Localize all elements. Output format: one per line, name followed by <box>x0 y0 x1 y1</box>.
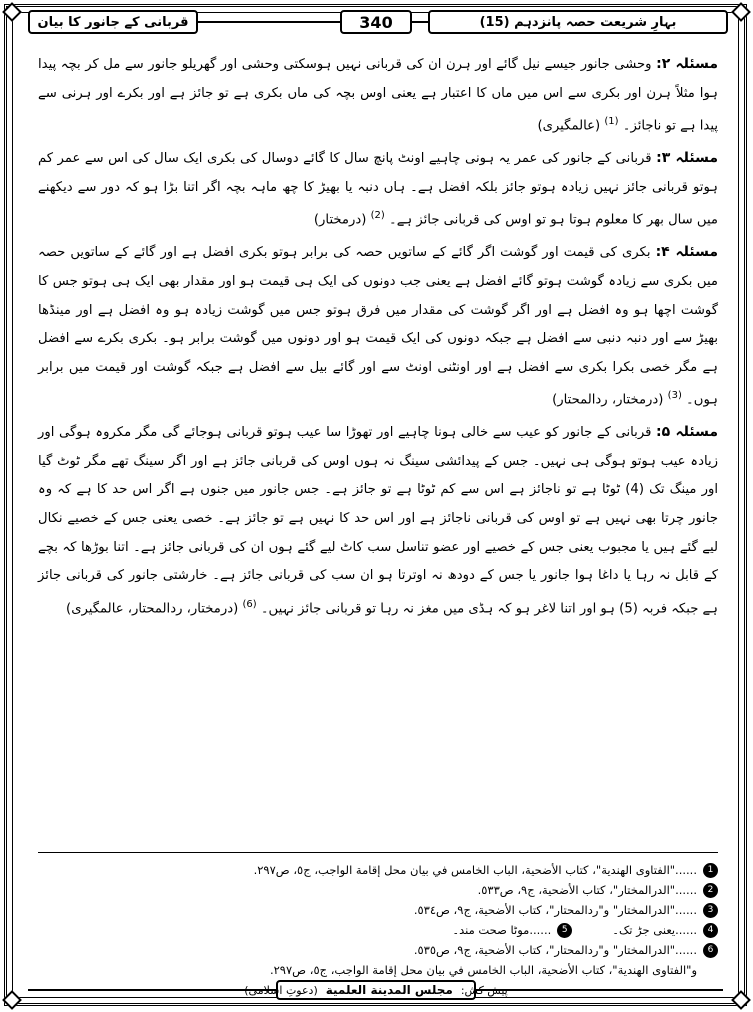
masala-label: مسئلہ ۴: <box>655 244 718 261</box>
footnote-text: ......"الفتاوی الهندية"، كتاب الأضحية، الباب الخامس في بيان محل إقامة الواجب، ج٥، ص٢٩٧. <box>253 863 697 877</box>
footnote-number: 5 <box>557 923 572 938</box>
source-citation: (درمختار) <box>313 212 367 228</box>
footnote-number: 6 <box>703 943 718 958</box>
publisher-name: مجلس المدينة العلمية <box>325 983 453 997</box>
footer-rule-right <box>476 989 723 991</box>
footer-rule-left <box>28 989 276 991</box>
header-rule-right <box>412 21 428 23</box>
footnote-text: ......"الدرالمختار" و"ردالمحتار"، كتاب الأضحية، ج٩، ص٥٣٥. <box>413 943 697 957</box>
source-citation: (درمختار، ردالمحتار) <box>552 392 664 408</box>
masala-label: مسئلہ ۲: <box>656 56 718 72</box>
masala-text: قربانی کے جانور کو عیب سے خالی ہونا چاہیے اور تھوڑا سا عیب ہوتو قربانی ہوجائے گی مگر مکروہ ہوگی اور زیادہ عیب ہوتو ہوگی ہی نہیں۔ جس کے پیدائشی سینگ نہ ہوں اوس کی قربانی جائز ہے اور اگر سینگ تھے مگر ٹوٹ گیا اور مینگ تک (4) ٹوٹا ہے تو ناجائز ہے اس سے کم ٹوٹا ہے تو جائز ہے۔ جس جانور میں جنوں ہے اگر اس حد کا ہے کہ وہ جانور چرتا بھی نہیں ہے تو اوس کی قربانی ناجائز ہے اور اس حد کا نہیں ہے تو جائز ہے۔ خصی یعنی جس کے خصیے نکال لیے گئے ہیں یا مجبوب یعنی جس کے خصیے اور عضو تناسل سب کاٹ لیے گئے ہوں ان کی قربانی جائز ہے۔ اتنا بوڑھا کہ بچے کے قابل نہ رہا یا داغا ہوا جانور یا جس کے دودھ نہ اوترتا ہو ان سب کی قربانی جائز ہے۔ خارشتی جانور کی قربانی جائز ہے جبکہ فربہ (5) ہو اور اتنا لاغر ہو کہ ہڈی میں مغز نہ رہا تو قربانی جائز نہیں۔ <box>38 425 718 617</box>
source-citation: (درمختار، ردالمحتار، عالمگیری) <box>66 601 239 617</box>
main-text <box>38 50 718 627</box>
footnote-ref[interactable]: (2) <box>370 210 385 222</box>
masala-paragraph <box>38 50 718 141</box>
page-number: 340 <box>340 10 412 34</box>
footnote-number: 2 <box>703 883 718 898</box>
footnote-item <box>38 900 718 920</box>
publisher-prefix: پیش کش: <box>460 983 508 997</box>
source-citation: (عالمگیری) <box>537 118 601 134</box>
page-footer <box>18 980 733 1002</box>
masala-paragraph <box>38 418 718 624</box>
masala-label: مسئلہ ۵: <box>656 424 719 441</box>
footnote-item <box>38 860 718 880</box>
masala-text: وحشی جانور جیسے نیل گائے اور ہرن ان کی قربانی نہیں ہوسکتی وحشی اور گھریلو جانور سے مل کر بچہ پیدا ہوا مثلاً ہرن اور بکری سے اس میں ماں کا اعتبار ہے یعنی اوس بچہ کی ماں بکری ہے تو جائز ہے اور بکرے اور ہرنی سے پیدا ہے تو ناجائز۔ <box>38 57 718 134</box>
footnotes <box>38 860 718 980</box>
page-header <box>18 10 733 36</box>
chapter-title: قربانی کے جانور کا بیان <box>28 10 198 34</box>
footnote-text: ......"الدرالمختار" و"ردالمحتار"، كتاب الأضحية، ج٩، ص٥٣٤. <box>413 903 697 917</box>
masala-paragraph <box>38 144 718 235</box>
masala-label: مسئلہ ۳: <box>656 150 718 167</box>
masala-text: بکری کی قیمت اور گوشت اگر گائے کے ساتویں حصہ کی برابر ہوتو بکری افضل ہے اور گائے کے ساتویں حصہ میں بکری سے زیادہ گوشت ہوتو گائے افضل ہے یعنی جب دونوں کی ایک ہی قیمت ہو اور مقدار بھی ایک ہی ہوتو جس کا گوشت اچھا ہو وہ افضل ہے اور اگر گوشت کی مقدار میں فرق ہوتو جس میں گوشت زیادہ ہو وہ افضل ہے اور مینڈھا بھیڑ سے اور دنبہ دنبی سے افضل ہے جبکہ دونوں کی ایک قیمت ہو اور دونوں میں گوشت برابر ہو۔ بکری بکرے سے افضل ہے مگر خصی بکرا بکری سے افضل ہے اور اونٹنی اونٹ سے اور گائے بیل سے افضل ہے جبکہ گوشت اور قیمت میں برابر ہوں۔ <box>38 245 718 408</box>
footnote-separator <box>38 852 718 853</box>
footnote-item <box>38 940 718 960</box>
footnote-ref[interactable]: (1) <box>604 116 619 128</box>
footnote-text: ......"الدرالمختار"، كتاب الأضحية، ج٩، ص٥٣٣. <box>477 883 697 897</box>
footnote-item <box>38 880 718 900</box>
footnote-ref[interactable]: (6) <box>242 598 257 610</box>
masala-paragraph <box>38 238 718 415</box>
footnote-number: 1 <box>703 863 718 878</box>
footnote-continuation <box>38 960 718 980</box>
footnote-number: 3 <box>703 903 718 918</box>
footnote-text: و"الفتاوی الهندية"، كتاب الأضحية، الباب الخامس في بيان محل إقامة الواجب، ج٥، ص٢٩٧. <box>269 963 697 977</box>
footnote-item <box>612 920 718 940</box>
publisher-suffix: (دعوتِ اسلامی) <box>244 983 318 997</box>
publisher-box <box>244 980 508 1000</box>
footnote-text: ......یعنی جڑ تک۔ <box>612 923 697 937</box>
masala-text: قربانی کے جانور کی عمر یہ ہونی چاہیے اونٹ پانچ سال کا گائے دوسال کی بکری ایک سال کی اس سے عمر کم ہوتو قربانی جائز نہیں زیادہ ہوتو جائز بلکہ افضل ہے۔ ہاں دنبہ یا بھیڑ کا چھ ماہہ بچہ اگر اتنا بڑا ہو کہ دور سے دیکھنے میں سال بھر کا معلوم ہوتا ہو تو اوس کی قربانی جائز ہے۔ <box>38 151 718 228</box>
footnote-item <box>452 920 572 940</box>
footnote-text: ......موٹا صحت مند۔ <box>452 923 552 937</box>
footnote-row <box>38 920 718 940</box>
footnote-ref[interactable]: (3) <box>667 390 682 402</box>
book-title: بہارِ شریعت حصہ پانزدہم (15) <box>428 10 728 34</box>
footnote-number: 4 <box>703 923 718 938</box>
header-rule-left <box>198 21 340 23</box>
